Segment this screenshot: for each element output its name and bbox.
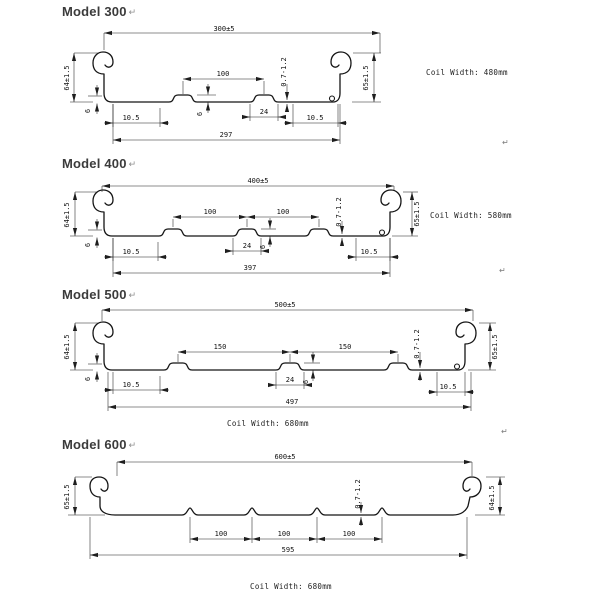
profile-cross-section — [93, 190, 401, 236]
coil-width-model-400: Coil Width: 580mm — [430, 211, 512, 220]
model-400-title: Model 400 ↵ — [62, 156, 137, 171]
dim-right-height: 65±1.5 — [362, 65, 370, 91]
dim-flat-width: 497 — [285, 398, 299, 406]
dimension-lines — [70, 33, 381, 144]
model-500-title: Model 500 ↵ — [62, 287, 137, 302]
dim-overall: 600±5 — [274, 453, 296, 461]
return-mark: ↵ — [499, 266, 506, 275]
bottom-lock-detail — [380, 230, 385, 235]
dim-overall: 300±5 — [213, 25, 235, 33]
dim-rib-height: 6 — [302, 379, 310, 385]
dim-left-height: 64±1.5 — [63, 334, 71, 360]
model-400-drawing — [63, 177, 421, 277]
dim-rib-pitch: 100 — [214, 530, 228, 538]
bottom-lock-detail — [455, 364, 460, 369]
dim-rib-height: 6 — [259, 244, 267, 250]
model-300-title: Model 300 ↵ — [62, 4, 137, 19]
dim-edge-height: 6 — [84, 108, 92, 114]
dimension-lines — [70, 310, 496, 411]
return-mark: ↵ — [502, 138, 509, 147]
dim-lip-right: 10.5 — [360, 248, 378, 256]
dim-lip-right: 10.5 — [439, 383, 457, 391]
dim-lip-left: 10.5 — [122, 381, 140, 389]
dim-flat-width: 397 — [243, 264, 257, 272]
dim-flat-width: 595 — [281, 546, 295, 554]
return-mark: ↵ — [128, 440, 137, 450]
profile-cross-section — [90, 477, 481, 515]
dim-rib-width: 24 — [242, 242, 252, 250]
dim-rib-pitch: 100 — [203, 208, 217, 216]
return-mark: ↵ — [128, 7, 137, 17]
dim-right-height: 65±1.5 — [491, 334, 499, 360]
coil-width-model-600: Coil Width: 680mm — [250, 582, 332, 591]
dim-thickness: 0.7-1.2 — [354, 479, 362, 509]
dim-rib-pitch: 150 — [213, 343, 227, 351]
coil-width-model-500: Coil Width: 680mm — [227, 419, 309, 428]
dim-rib-pitch: 100 — [277, 530, 291, 538]
dim-lip-right: 10.5 — [306, 114, 324, 122]
model-500-drawing — [63, 301, 499, 411]
dim-lip-left: 10.5 — [122, 248, 140, 256]
dim-right-height: 64±1.5 — [488, 485, 496, 511]
model-600-title: Model 600 ↵ — [62, 437, 137, 452]
dim-rib-pitch: 100 — [342, 530, 356, 538]
bottom-lock-detail — [330, 96, 335, 101]
dim-rib-height: 6 — [196, 111, 204, 117]
dim-rib-width: 24 — [259, 108, 269, 116]
dim-rib-pitch: 150 — [338, 343, 352, 351]
return-mark: ↵ — [128, 290, 137, 300]
dim-rib-width: 24 — [285, 376, 295, 384]
return-mark: ↵ — [128, 159, 137, 169]
dim-left-height: 65±1.5 — [63, 484, 71, 510]
dim-edge-height: 6 — [84, 376, 92, 382]
dim-overall: 500±5 — [274, 301, 296, 309]
dim-rib-pitch: 100 — [276, 208, 290, 216]
dim-overall: 400±5 — [247, 177, 269, 185]
return-mark: ↵ — [501, 427, 508, 436]
dim-right-height: 65±1.5 — [413, 201, 421, 227]
dim-thickness: 0.7-1.2 — [280, 57, 288, 87]
dim-flat-width: 297 — [219, 131, 233, 139]
dim-edge-height: 6 — [84, 242, 92, 248]
dim-thickness: 0.7-1.2 — [335, 197, 343, 227]
dim-left-height: 64±1.5 — [63, 65, 71, 91]
dim-left-height: 64±1.5 — [63, 202, 71, 228]
dim-lip-left: 10.5 — [122, 114, 140, 122]
model-600-drawing — [63, 453, 505, 559]
coil-width-model-300: Coil Width: 480mm — [426, 68, 508, 77]
dim-rib-pitch: 100 — [216, 70, 230, 78]
model-300-drawing — [63, 25, 381, 144]
dimension-lines — [68, 462, 505, 559]
dim-thickness: 0.7-1.2 — [413, 329, 421, 359]
